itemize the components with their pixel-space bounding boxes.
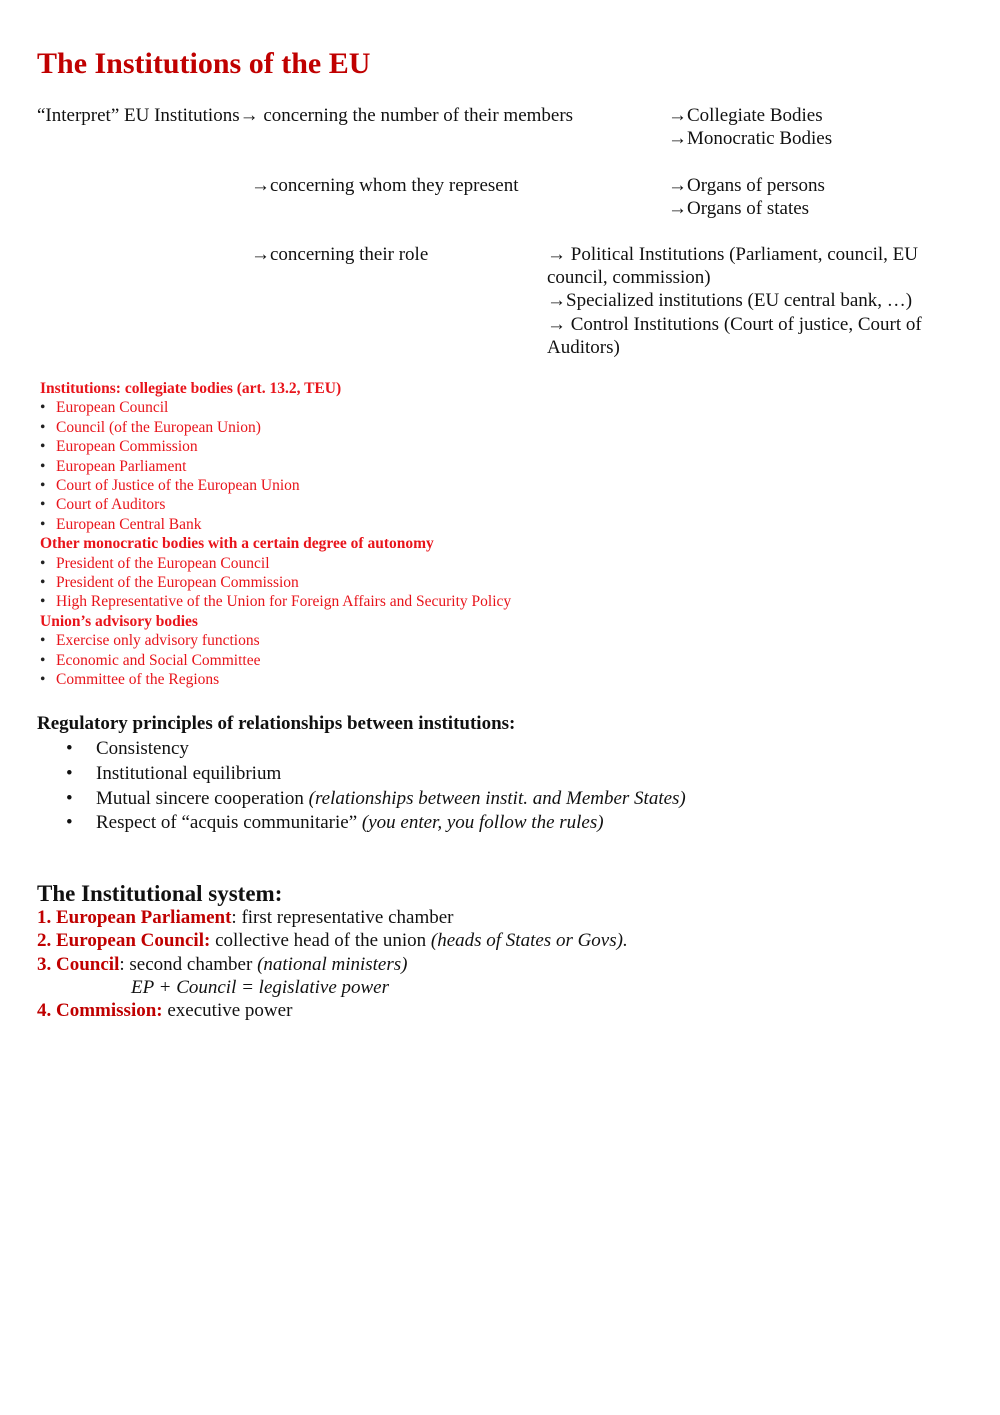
system-item (37, 999, 628, 1022)
regulatory-heading: Regulatory principles of relationships between institutions: (37, 713, 516, 734)
criterion-role: concerning their role (270, 244, 429, 265)
result-item: Political Institutions (Parliament, council, EU council, commission) (547, 244, 918, 289)
arrow-icon: → (251, 244, 270, 265)
item-name: Council (56, 953, 120, 975)
arrow-icon: → (668, 175, 687, 196)
page-title: The Institutions of the EU (37, 47, 371, 80)
item-number: 3. (37, 953, 56, 975)
list-item (40, 554, 511, 573)
arrow-icon: → (251, 175, 270, 196)
list-item (40, 592, 511, 611)
bullet-icon: • (40, 496, 46, 514)
bullet-icon: • (40, 632, 46, 650)
criterion-members: concerning the number of their members (263, 105, 574, 126)
list-item-text: Court of Auditors (56, 496, 166, 514)
item-description: executive power (167, 1000, 293, 1022)
item-description: first representative chamber (241, 907, 454, 928)
list-item (60, 787, 686, 812)
item-separator: : (119, 953, 130, 975)
result-item: Specialized institutions (EU central bank, …) (566, 290, 913, 312)
bullet-icon: • (40, 477, 46, 495)
list-item (40, 418, 511, 437)
list-item (40, 495, 511, 514)
item-separator: : (231, 907, 242, 928)
item-name: European Parliament (56, 907, 232, 928)
result-item: Control Institutions (Court of justice, Court of Auditors) (547, 313, 922, 358)
bullet-icon: • (40, 457, 46, 475)
list-item-text: Council (of the European Union) (56, 418, 261, 436)
bullet-icon: • (40, 438, 46, 456)
item-number: 4. (37, 1000, 56, 1022)
result-group-represent (668, 174, 825, 220)
arrow-icon: → (547, 313, 566, 335)
bullet-icon: • (40, 418, 46, 436)
arrow-icon: → (547, 290, 566, 312)
bullet-icon: • (66, 812, 73, 834)
system-heading: The Institutional system: (37, 881, 283, 906)
principle-note: (you enter, you follow the rules) (361, 812, 604, 834)
bullet-icon: • (40, 593, 46, 611)
bullet-icon: • (40, 574, 46, 592)
arrow-icon: → (668, 198, 687, 219)
list-item-text: President of the European Council (56, 554, 270, 572)
interpret-lead: “Interpret” EU Institutions (37, 105, 240, 126)
list-item (60, 811, 686, 836)
interpret-lead-row (37, 104, 573, 127)
bullet-icon: • (40, 651, 46, 669)
list-item-text: Court of Justice of the European Union (56, 477, 300, 495)
bullet-icon: • (66, 762, 73, 784)
arrow-icon: → (668, 128, 687, 149)
item-number: 2. (37, 930, 56, 952)
list-item (60, 762, 686, 787)
criterion-row-represent (251, 174, 519, 197)
result-item: Organs of states (687, 198, 810, 219)
criterion-represent: concerning whom they represent (270, 175, 519, 196)
principle-text: Consistency (96, 738, 189, 759)
list-item-text: European Council (56, 399, 169, 417)
item-number: 1. (37, 907, 56, 928)
arrow-icon: → (547, 244, 566, 265)
principle-text: Institutional equilibrium (96, 762, 282, 784)
list-item (40, 515, 511, 534)
arrow-icon: → (668, 105, 687, 126)
institutions-list (40, 379, 511, 690)
list-item-text: High Representative of the Union for Foreign Affairs and Security Policy (56, 593, 512, 611)
list-item-text: European Parliament (56, 457, 187, 475)
list-item (40, 631, 511, 650)
bullet-icon: • (40, 554, 46, 572)
list-item-text: European Commission (56, 438, 198, 456)
list-item (40, 670, 511, 689)
item-note: (national ministers) (257, 953, 408, 975)
result-group-members (668, 104, 832, 150)
bullet-icon: • (66, 738, 73, 759)
system-item (37, 906, 628, 929)
list-item (40, 437, 511, 456)
bullet-icon: • (40, 671, 46, 689)
list-item (40, 476, 511, 495)
criterion-row-role (251, 243, 428, 266)
principle-note: (relationships between instit. and Member States) (308, 787, 686, 809)
system-item (37, 953, 628, 976)
list-item (40, 457, 511, 476)
list-item-text: Exercise only advisory functions (56, 632, 260, 650)
list-item (40, 651, 511, 670)
regulatory-list (60, 737, 686, 836)
list-item-text: European Central Bank (56, 515, 202, 533)
legislative-formula: EP + Council = legislative power (131, 976, 390, 998)
list-item-text: Economic and Social Committee (56, 651, 261, 669)
result-item: Monocratic Bodies (687, 128, 833, 149)
item-name: Commission: (56, 1000, 163, 1022)
bullet-icon: • (40, 399, 46, 417)
list-item (40, 398, 511, 417)
system-list (37, 906, 628, 1022)
arrow-icon: → (239, 105, 259, 126)
item-name: European Council: (56, 930, 211, 952)
item-description: second chamber (129, 953, 258, 975)
monocratic-heading: Other monocratic bodies with a certain degree of autonomy (40, 535, 434, 553)
list-item (60, 737, 686, 762)
list-item-text: President of the European Commission (56, 574, 299, 592)
result-item: Organs of persons (687, 175, 825, 196)
result-item: Collegiate Bodies (687, 105, 823, 126)
system-item (37, 929, 628, 952)
bullet-icon: • (66, 787, 73, 809)
item-description: collective head of the union (215, 930, 431, 952)
list-item (40, 573, 511, 592)
item-note: (heads of States or Govs). (430, 930, 628, 952)
collegiate-heading: Institutions: collegiate bodies (art. 13.2, TEU) (40, 380, 342, 397)
principle-text: Mutual sincere cooperation (96, 787, 309, 809)
bullet-icon: • (40, 515, 46, 533)
list-item-text: Committee of the Regions (56, 671, 220, 689)
advisory-heading: Union’s advisory bodies (40, 612, 198, 630)
result-group-role (547, 243, 967, 359)
principle-text: Respect of “acquis communitarie” (96, 812, 362, 834)
